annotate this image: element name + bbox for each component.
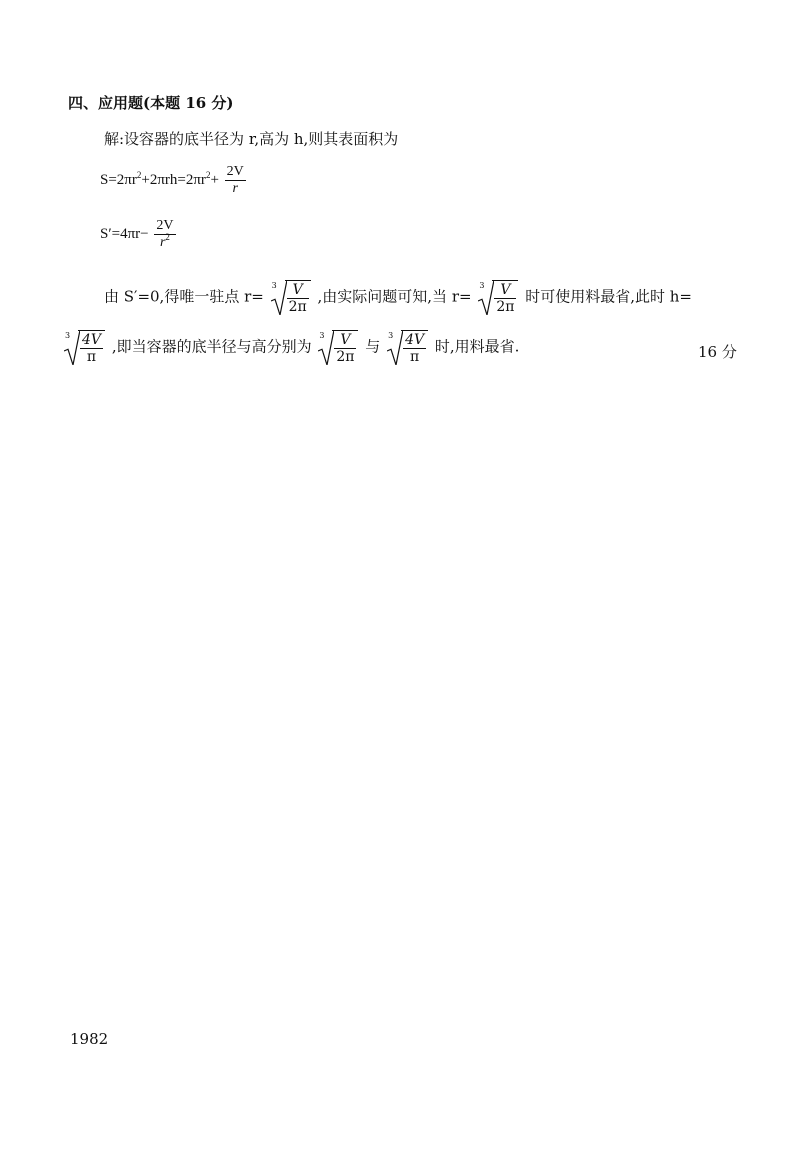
cube-root-r-2: 3 $\frac{V}{2\pi}$ <box>478 280 518 315</box>
cube-root-r-1: 3 $\frac{V}{2\pi}$ <box>271 280 311 315</box>
line3-part-b: ,由实际问题可知,当 r= <box>317 287 472 306</box>
solution-intro: 解:设容器的底半径为 r,高为 h,则其表面积为 <box>104 130 399 148</box>
cube-root-h-2: 3 $\frac{4V}{\pi}$ <box>387 330 428 365</box>
surface-area-equation <box>100 164 248 197</box>
line3-part-a: 由 S′=0,得唯一驻点 r= <box>104 287 264 306</box>
eq2-lhs: S′=4πr− <box>100 225 149 242</box>
eq2-fraction <box>154 218 175 251</box>
page-number: 1982 <box>70 1030 109 1048</box>
eq2-numerator: 2V <box>156 218 174 233</box>
eq2-denominator: $r^2$ <box>159 232 170 250</box>
score-label: 16 分 <box>698 343 737 361</box>
eq1-mid: +2πrh=2πr <box>141 171 206 188</box>
eq1-numerator: 2V <box>226 164 244 179</box>
stationary-point-line <box>104 280 692 315</box>
cube-root-r-3: 3 $\frac{V}{2\pi}$ <box>318 330 358 365</box>
line4-part-d: 时,用料最省. <box>434 337 520 356</box>
derivative-equation <box>100 218 178 251</box>
eq1-fraction <box>225 164 246 197</box>
conclusion-line <box>62 330 519 365</box>
eq1-plus: + <box>210 171 219 188</box>
line4-part-c: 与 <box>365 337 381 356</box>
eq1-exp-1: 2 <box>136 169 142 180</box>
eq1-denominator: r <box>232 181 238 196</box>
cube-root-h-1: 3 $\frac{4V}{\pi}$ <box>64 330 105 365</box>
line4-part-b: ,即当容器的底半径与高分别为 <box>111 337 312 356</box>
line3-part-c: 时可使用料最省,此时 h= <box>525 287 693 306</box>
eq1-lhs: S=2πr <box>100 171 137 188</box>
section-heading: 四、应用题(本题 16 分) <box>68 94 234 112</box>
eq1-exp-2: 2 <box>205 169 211 180</box>
